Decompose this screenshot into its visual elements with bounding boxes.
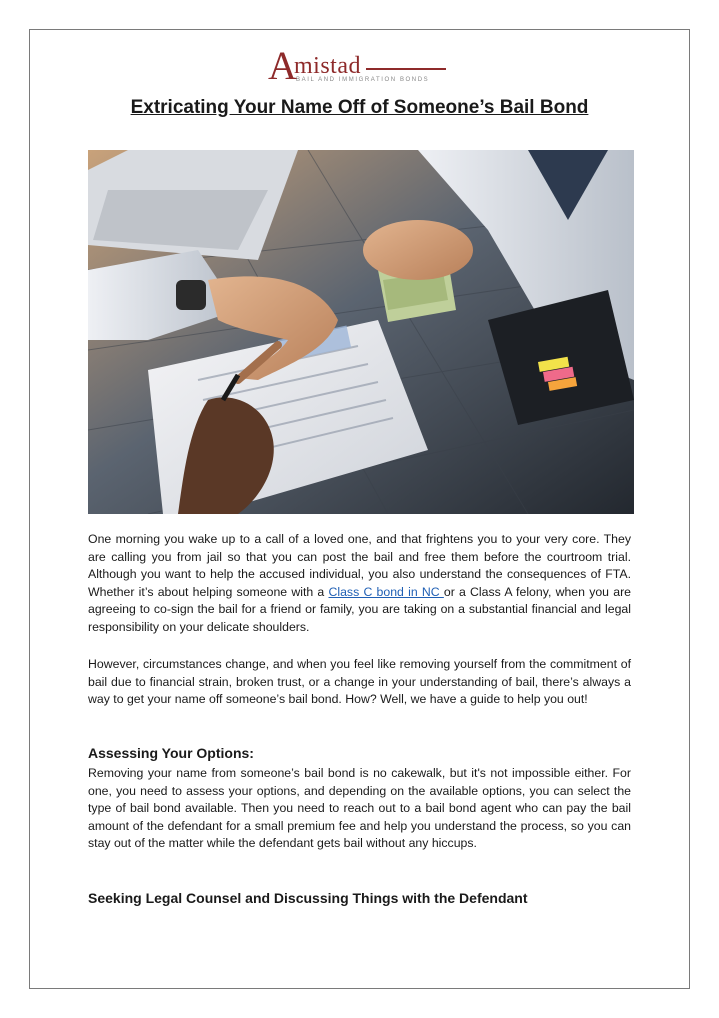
intro-text-start: One morning you wake up to a call of a loved one, and that frightens you to your very core. They are calling you from jail so that you can post the bail and free them before the courtroom trial. Although you want to help the accused individual, you also understand the consequences of FTA. Whether it’s about helping someone with a [88,532,631,599]
class-c-bond-link[interactable]: Class C bond in NC [328,584,444,599]
logo-initial: A [268,43,297,88]
logo-wordmark: mistad [294,53,361,79]
logo-rule [366,68,446,70]
page-title: Extricating Your Name Off of Someone’s Bail Bond [130,97,589,118]
assessing-options-paragraph: Removing your name from someone’s bail bond is no cakewalk, but it's not impossible either. For one, you need to assess your options, and depending on the available options, you can select the type of bail bond available. Then you need to reach out to a bail bond agent who can pay the bail amount of the defendant for a small premium fee and help you understand the process, so you can stay out of the matter while the defendant gets bail without any hiccups. [88,766,631,851]
logo-tagline: BAIL AND IMMIGRATION BONDS [296,77,430,83]
assessing-options-heading: Assessing Your Options: [88,745,254,761]
hands-signing-document-photo-icon [88,150,634,514]
legal-counsel-heading: Seeking Legal Counsel and Discussing Things with the Defendant [88,890,528,906]
amistad-logo [268,43,458,88]
intro-paragraph [88,531,631,637]
hero-image [88,150,634,514]
circumstances-paragraph: However, circumstances change, and when you feel like removing yourself from the commitment of bail due to financial strain, broken trust, or a change in your understanding of bail, there’s always a way to get your name off someone’s bail bond. How? Well, we have a guide to help you out! [88,657,631,707]
intro-text-end: or a Class A felony, when you are agreeing to co-sign the bail for a friend or family, you are taking on a substantial financial and legal responsibility on your delicate shoulders. [88,584,632,634]
